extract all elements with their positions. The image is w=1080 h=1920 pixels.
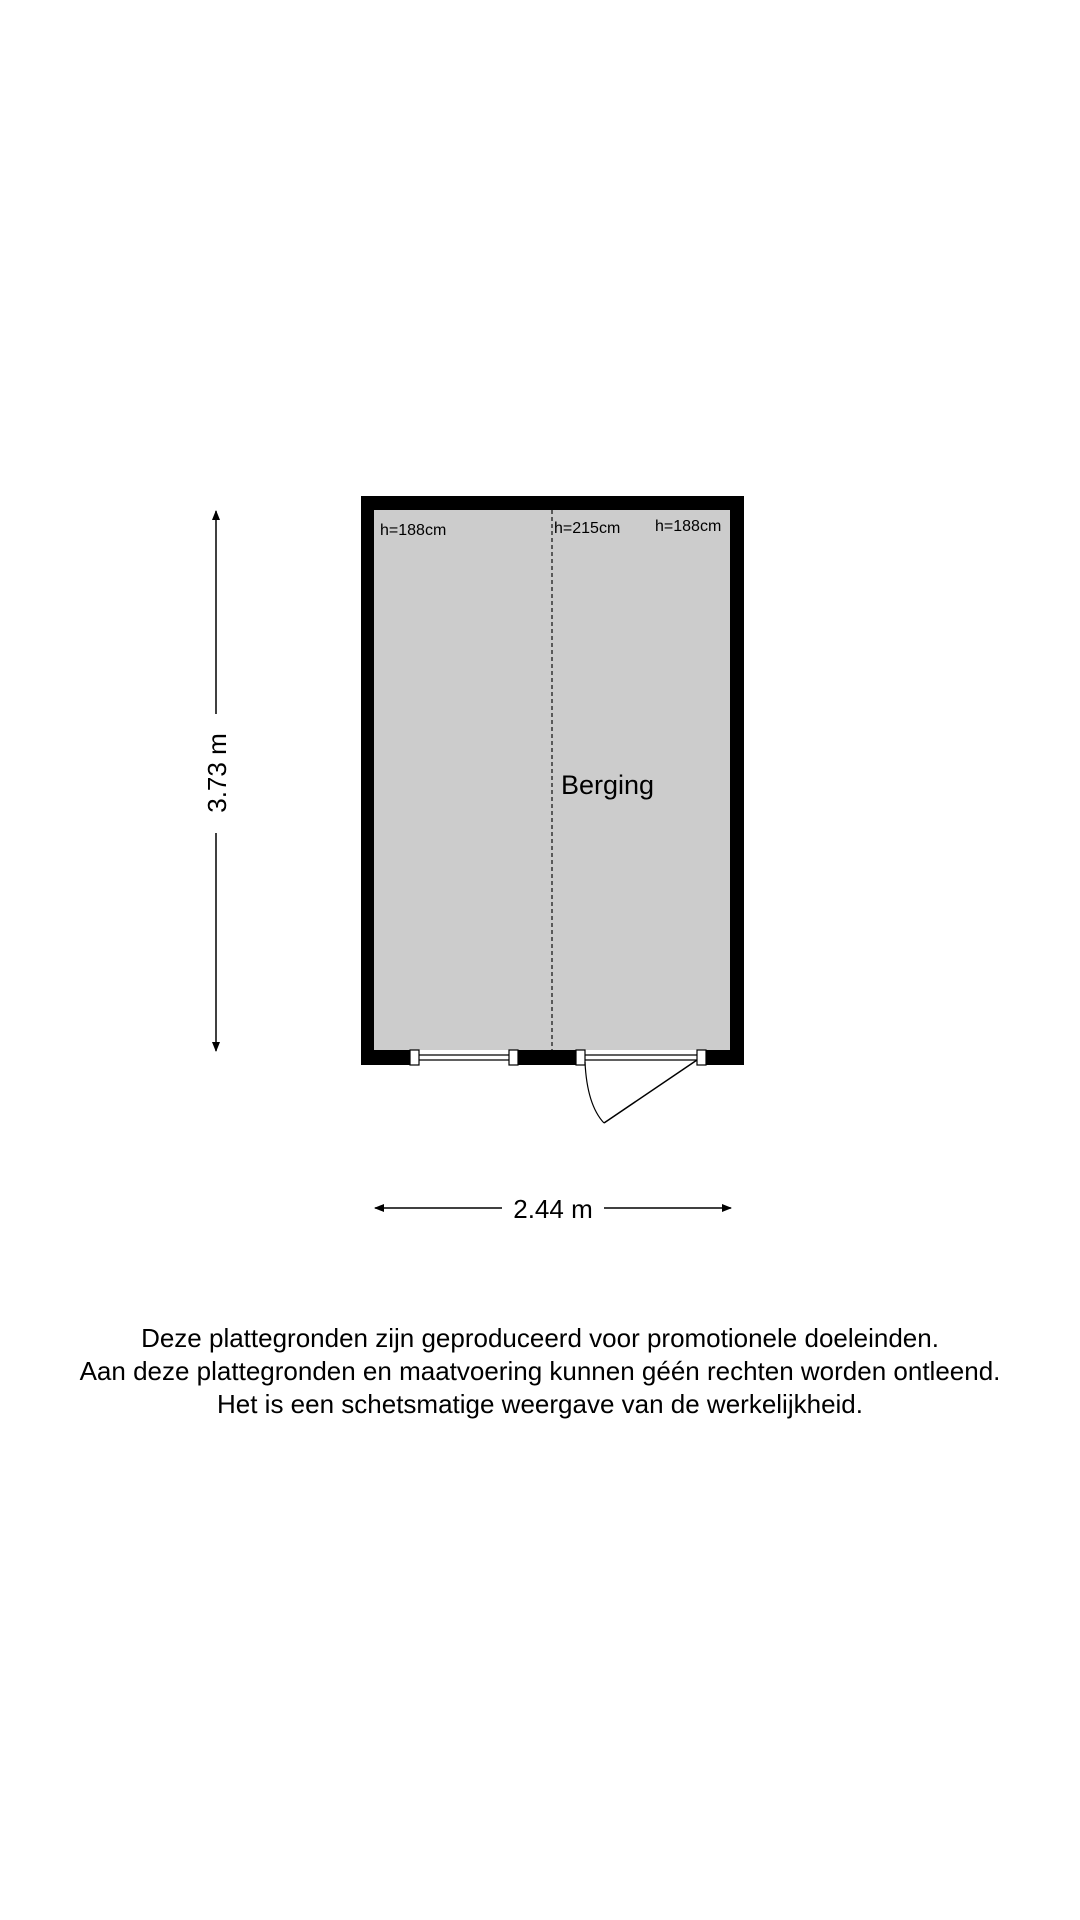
dimension-horizontal-label: 2.44 m: [513, 1194, 593, 1224]
door-swing-arc: [585, 1062, 604, 1123]
disclaimer: [0, 1322, 1080, 1421]
room-label: Berging: [561, 770, 655, 800]
dimension-horizontal: [375, 1194, 731, 1224]
disclaimer-line-1: Deze plattegronden zijn geproduceerd voor promotionele doeleinden.: [141, 1323, 939, 1353]
dimension-vertical: [202, 511, 232, 1051]
disclaimer-line-3: Het is een schetsmatige weergave van de werkelijkheid.: [216, 1389, 863, 1419]
door: [576, 1050, 706, 1123]
disclaimer-line-2: Aan deze plattegronden en maatvoering kunnen géén rechten worden ontleend.: [79, 1356, 1001, 1386]
window: [410, 1050, 518, 1065]
dimension-vertical-label: 3.73 m: [202, 733, 232, 813]
height-label-right: h=188cm: [655, 518, 722, 535]
height-label-middle: h=215cm: [554, 520, 621, 537]
height-label-left: h=188cm: [380, 522, 447, 539]
door-leaf: [604, 1060, 697, 1123]
